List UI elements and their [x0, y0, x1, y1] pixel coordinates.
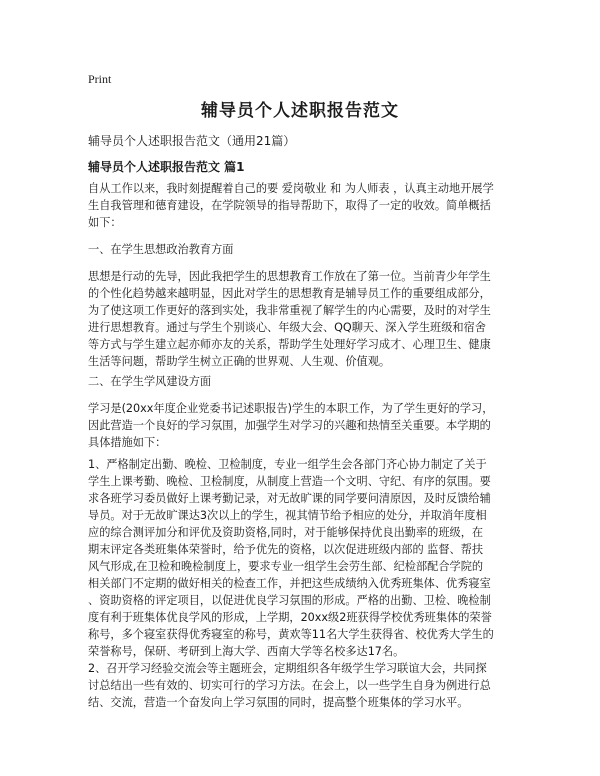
text-line: 风气形成,在卫检和晚检制度上，要求专业一组学生会劳生部、纪检部配合学院的: [88, 560, 484, 573]
text-line: 思想是行动的先导，因此我把学生的思想教育工作放在了第一位。当前青少年学生: [88, 270, 491, 283]
document-title: 辅导员个人述职报告范文: [201, 101, 399, 121]
text-line: 生活等问题，帮助学生树立正确的世界观、人生观、价值观。: [88, 355, 391, 368]
text-line: 具体措施如下：: [88, 436, 167, 449]
text-line: 应的综合测评加分和评优及资助资格,同时，对于能够保持优良出勤率的班级，在: [88, 526, 484, 539]
paragraph-study-exchange: [88, 660, 516, 711]
text-line: 生自我管理和德育建设，在学院领导的指导帮助下，取得了一定的收效。简单概括: [88, 199, 491, 212]
text-line: 度有利于班集体优良学风的形成，上学期，20xx级2班获得学校优秀班集体的荣誉: [88, 611, 492, 624]
paragraph-political-education: [88, 268, 516, 370]
text-line: 为了使这项工作更好的落到实处，我非常重视了解学生的内心需要，及时的对学生: [88, 304, 491, 317]
text-line: 自从工作以来，我时刻提醒着自己的要 爱岗敬业 和 为人师表 ，认真主动地开展学: [88, 182, 494, 195]
text-line: 荣誉称号，保研、考研到上海大学、西南大学等名校多达17名。: [88, 645, 405, 658]
heading-political-education: [88, 241, 516, 258]
text-line: 2、召开学习经验交流会等主题班会，定期组织各年级学生学习联谊大会，共同探: [88, 662, 487, 675]
text-line: 因此营造一个良好的学习氛围，加强学生对学习的兴趣和热情至关重要。本学期的: [88, 419, 491, 432]
text-line: 结、交流，营造一个奋发向上学习氛围的同时，提高整个班集体的学习水平。: [88, 696, 469, 709]
text-line: 、资助资格的评定项目，以促进优良学习氛围的形成。严格的出勤、卫检、晚检制: [88, 594, 491, 607]
heading-study-style: [88, 373, 516, 390]
print-link[interactable]: Print: [88, 72, 112, 86]
text-line: 如下：: [88, 216, 122, 229]
text-line: 称号，多个寝室获得优秀寝室的称号，黄欢等11名大学生获得省、校优秀大学生的: [88, 628, 494, 641]
document-subtitle: 辅导员个人述职报告范文（通用21篇）: [88, 134, 296, 148]
text-line: 学习是(20xx年度企业党委书记述职报告)学生的本职工作，为了学生更好的学习，: [88, 402, 494, 415]
text-line: 1、严格制定出勤、晚检、卫检制度，专业一组学生会各部门齐心协力制定了关于: [88, 458, 487, 471]
text-line: 学生上课考勤、晚检、卫检制度，从制度上营造一个文明、守纪、有序的氛围。要: [88, 475, 491, 488]
text-line: 进行思想教育。通过与学生个别谈心、年级大会、QQ聊天、深入学生班级和宿舍: [88, 321, 486, 334]
text-line: 导员。对于无故旷课达3次以上的学生，视其情节给予相应的处分，并取消年度相: [88, 509, 487, 522]
text-line: 相关部门不定期的做好相关的检查工作，并把这些成绩纳入优秀班集体、优秀寝室: [88, 577, 491, 590]
text-line: 期末评定各类班集体荣誉时，给予优先的资格，以次促进班级内部的 监督、帮扶: [88, 543, 484, 556]
paragraph-attendance-rules: [88, 456, 516, 660]
text-line: 求各班学习委员做好上课考勤记录，对无故旷课的同学要问清原因，及时反馈给辅: [88, 492, 491, 505]
paragraph-intro: [88, 180, 516, 231]
text-line: 二、在学生学风建设方面: [88, 375, 212, 388]
section-heading: 辅导员个人述职报告范文 篇1: [88, 160, 245, 174]
text-line: 等方式与学生建立起亦师亦友的关系，帮助学生处理好学习成才、心理卫生、健康: [88, 338, 491, 351]
paragraph-study-style: [88, 400, 516, 451]
text-line: 讨总结出一些有效的、切实可行的学习方法。在会上，以一些学生自身为例进行总: [88, 679, 491, 692]
text-line: 一、在学生思想政治教育方面: [88, 243, 234, 256]
text-line: 的个性化趋势越来越明显，因此对学生的思想教育是辅导员工作的重要组成部分，: [88, 287, 491, 300]
